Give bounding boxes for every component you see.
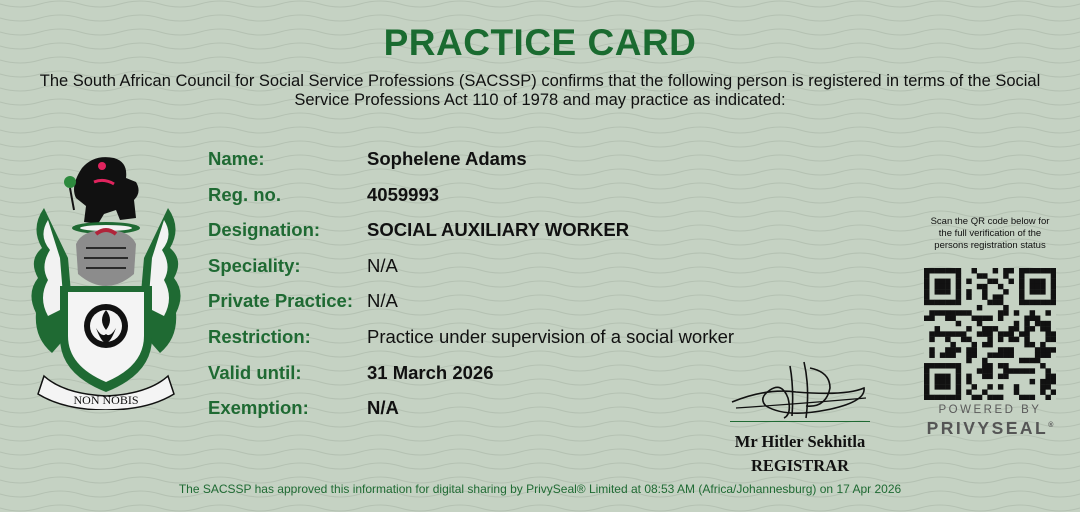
- qr-note-line-2: the full verification of the: [938, 228, 1042, 239]
- intro-line-1: The South African Council for Social Service Professions (SACSSP) confirms that the following person is registered in terms of the Social: [39, 72, 1041, 90]
- verification-qr-code[interactable]: [924, 268, 1056, 400]
- card-title: PRACTICE CARD: [383, 22, 697, 63]
- field-label: Private Practice:: [208, 290, 354, 311]
- privyseal-logo: [918, 418, 1062, 439]
- field-value: N/A: [367, 397, 399, 418]
- field-label: Exemption:: [208, 397, 309, 418]
- field-label: Designation:: [208, 219, 321, 240]
- qr-note-line-3: persons registration status: [934, 240, 1046, 251]
- field-value: Practice under supervision of a social worker: [367, 326, 735, 347]
- field-value: 31 March 2026: [367, 362, 494, 383]
- field-value: 4059993: [367, 184, 440, 205]
- signatory-name: Mr Hitler Sekhitla: [734, 432, 866, 451]
- powered-by-label: POWERED BY: [938, 404, 1042, 416]
- privyseal-registered-mark: ®: [1048, 422, 1054, 430]
- crest-motto: NON NOBIS: [73, 393, 139, 407]
- intro-text: [30, 72, 1050, 110]
- field-label: Reg. no.: [208, 184, 281, 205]
- privyseal-brand: PRIVYSEAL: [926, 418, 1049, 438]
- field-value: N/A: [367, 290, 398, 311]
- field-label: Name:: [208, 148, 265, 169]
- field-value: SOCIAL AUXILIARY WORKER: [367, 219, 630, 240]
- field-label: Restriction:: [208, 326, 311, 347]
- registrar-signature: [726, 358, 874, 428]
- field-value: Sophelene Adams: [367, 148, 527, 169]
- coat-of-arms-icon: [24, 148, 188, 410]
- intro-line-2: Service Professions Act 110 of 1978 and may practice as indicated:: [294, 91, 786, 109]
- qr-note-line-1: Scan the QR code below for: [930, 216, 1050, 227]
- sharing-disclaimer: The SACSSP has approved this information for digital sharing by PrivySeal® Limited at 08:53 AM (Africa/Johannesburg) on 17 Apr 2026: [178, 482, 902, 496]
- signature-line: [730, 421, 870, 422]
- field-label: Speciality:: [208, 255, 301, 276]
- signatory-role: REGISTRAR: [750, 456, 850, 475]
- qr-instructions: [918, 216, 1062, 252]
- field-value: N/A: [367, 255, 398, 276]
- field-label: Valid until:: [208, 362, 302, 383]
